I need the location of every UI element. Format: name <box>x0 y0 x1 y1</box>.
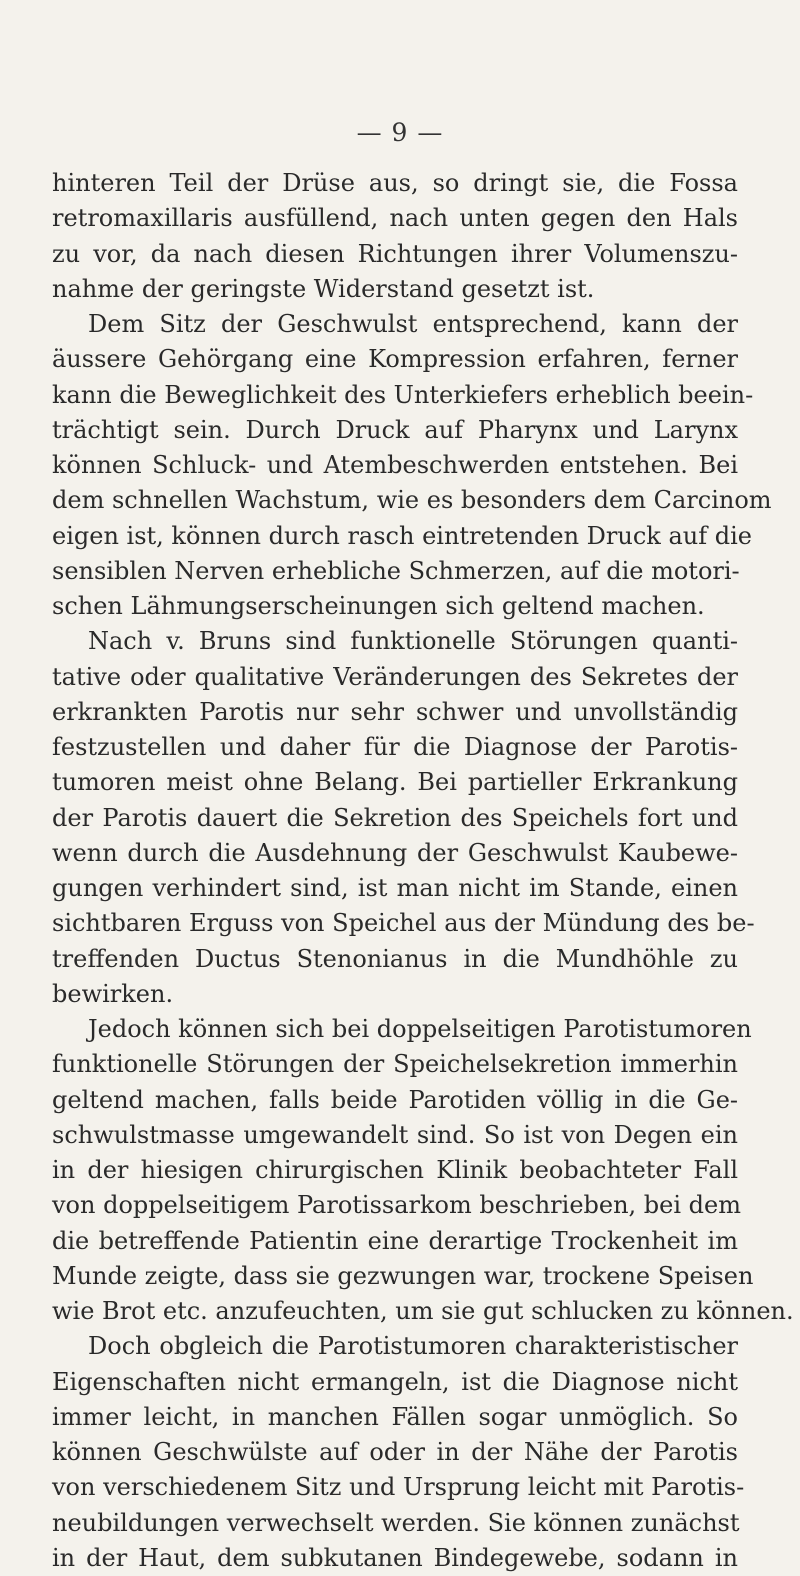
text-line: Eigenschaften nicht ermangeln, ist die Diagnose nicht <box>52 1367 738 1396</box>
text-line: wie Brot etc. anzufeuchten, um sie gut schlucken zu können. <box>52 1297 794 1325</box>
text-line: tumoren meist ohne Belang. Bei partieller Erkrankung <box>52 768 738 797</box>
text-line: kann die Beweglichkeit des Unterkiefers erheblich beein- <box>52 380 754 409</box>
text-line: äussere Gehörgang eine Kompression erfahren, ferner <box>52 345 738 374</box>
text-line: neubildungen verwechselt werden. Sie können zunächst <box>52 1508 740 1537</box>
text-line: sichtbaren Erguss von Speichel aus der Mündung des be- <box>52 909 755 938</box>
text-line: Munde zeigte, dass sie gezwungen war, trockene Speisen <box>52 1261 754 1290</box>
text-line: Dem Sitz der Geschwulst entsprechend, kann der <box>88 310 738 338</box>
text-line: trächtigt sein. Durch Druck auf Pharynx und Larynx <box>52 415 738 444</box>
text-line: festzustellen und daher für die Diagnose der Parotis- <box>52 733 738 761</box>
text-line: geltend machen, falls beide Parotiden völlig in die Ge- <box>52 1085 738 1114</box>
text-line: Jedoch können sich bei doppelseitigen Parotistumoren <box>88 1015 752 1043</box>
text-line: in der hiesigen chirurgischen Klinik beobachteter Fall <box>52 1156 738 1184</box>
text-line: nahme der geringste Widerstand gesetzt ist. <box>52 274 595 303</box>
text-line: tative oder qualitative Veränderungen des Sekretes der <box>52 662 738 691</box>
text-line: bewirken. <box>52 979 174 1008</box>
text-line: dem schnellen Wachstum, wie es besonders dem Carcinom <box>52 486 772 515</box>
text-line: können Schluck- und Atembeschwerden entstehen. Bei <box>52 451 738 479</box>
text-line: der Parotis dauert die Sekretion des Speichels fort und <box>52 803 738 832</box>
text-line: wenn durch die Ausdehnung der Geschwulst Kaubewe- <box>52 838 738 867</box>
text-line: treffenden Ductus Stenonianus in die Mundhöhle zu <box>52 944 738 973</box>
text-line: funktionelle Störungen der Speichelsekretion immerhin <box>52 1050 738 1079</box>
text-line: können Geschwülste auf oder in der Nähe der Parotis <box>52 1438 738 1466</box>
text-line: immer leicht, in manchen Fällen sogar unmöglich. So <box>52 1402 738 1431</box>
body-text <box>52 166 794 1576</box>
text-line: sensiblen Nerven erhebliche Schmerzen, auf die motori- <box>52 556 740 585</box>
text-line: von doppelseitigem Parotissarkom beschrieben, bei dem <box>52 1191 742 1220</box>
text-line: eigen ist, können durch rasch eintretenden Druck auf die <box>52 521 752 550</box>
text-line: schwulstmasse umgewandelt sind. So ist von Degen ein <box>52 1120 738 1149</box>
text-line: Nach v. Bruns sind funktionelle Störungen quanti- <box>88 627 738 656</box>
text-line: schen Lähmungserscheinungen sich geltend machen. <box>52 592 705 620</box>
text-line: gungen verhindert sind, ist man nicht im Stande, einen <box>52 874 738 902</box>
text-line: erkrankten Parotis nur sehr schwer und unvollständig <box>52 697 738 726</box>
text-line: Doch obgleich die Parotistumoren charakteristischer <box>88 1332 738 1361</box>
text-line: in der Haut, dem subkutanen Bindegewebe, sodann in <box>52 1543 738 1572</box>
page-number: — 9 — <box>356 118 444 147</box>
text-line: zu vor, da nach diesen Richtungen ihrer Volumenszu- <box>52 239 738 268</box>
text-line: retromaxillaris ausfüllend, nach unten gegen den Hals <box>52 204 738 233</box>
text-line: hinteren Teil der Drüse aus, so dringt sie, die Fossa <box>52 169 738 197</box>
text-line: die betreffende Patientin eine derartige Trockenheit im <box>52 1226 738 1255</box>
text-line: von verschiedenem Sitz und Ursprung leicht mit Parotis- <box>52 1473 745 1502</box>
